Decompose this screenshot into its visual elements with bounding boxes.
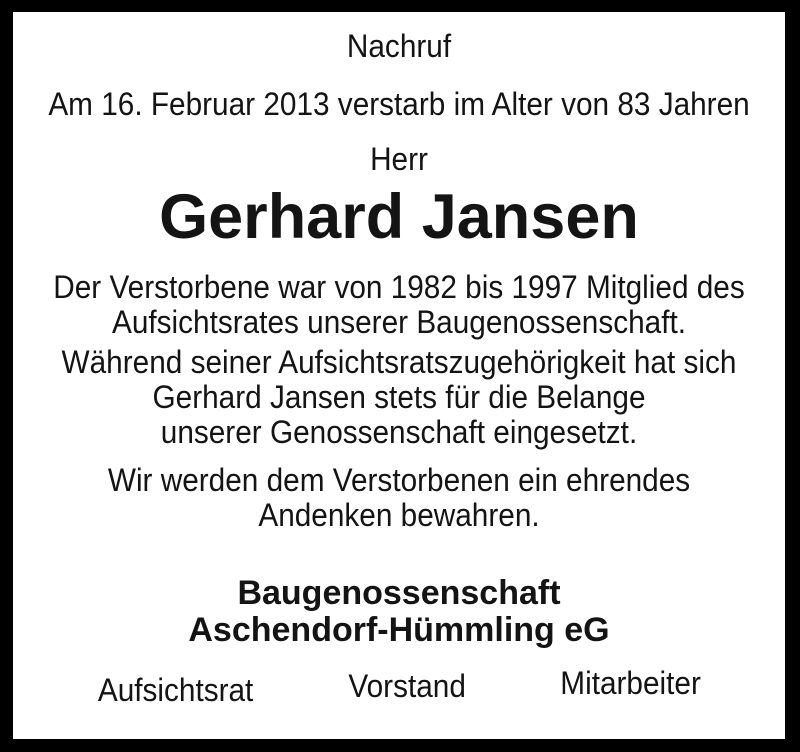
paragraph-line: Andenken bewahren. (258, 497, 540, 533)
obituary-paragraph (13, 270, 785, 340)
notice-kicker: Nachruf (346, 28, 452, 64)
obituary-paragraph (13, 463, 785, 533)
signatories-row (13, 665, 785, 708)
organization-line: Aschendorf-Hümmling eG (188, 611, 610, 649)
paragraph-line: Aufsichtsrates unserer Baugenossenschaft. (111, 304, 687, 340)
organization-name (13, 575, 785, 649)
paragraph-line: Der Verstorbene war von 1982 bis 1997 Mitglied des (53, 269, 745, 305)
paragraph-line: Wir werden dem Verstorbenen ein ehrendes (107, 462, 691, 498)
paragraph-line: Gerhard Jansen stets für die Belange (152, 379, 646, 415)
paragraph-line: Während seiner Aufsichtsratszugehörigkeit hat sich (61, 344, 737, 380)
death-date-line: Am 16. Februar 2013 verstarb im Alter von 83 Jahren (48, 86, 750, 122)
signatory-vorstand: Vorstand (348, 668, 466, 704)
salutation: Herr (370, 141, 428, 177)
deceased-name: Gerhard Jansen (159, 182, 639, 252)
organization-line: Baugenossenschaft (237, 574, 561, 612)
obituary-paper (13, 12, 785, 739)
signatory-aufsichtsrat: Aufsichtsrat (97, 672, 254, 708)
paragraph-line: unserer Genossenschaft eingesetzt. (160, 414, 638, 450)
signatory-mitarbeiter: Mitarbeiter (560, 665, 701, 701)
obituary-paragraph (13, 345, 785, 450)
